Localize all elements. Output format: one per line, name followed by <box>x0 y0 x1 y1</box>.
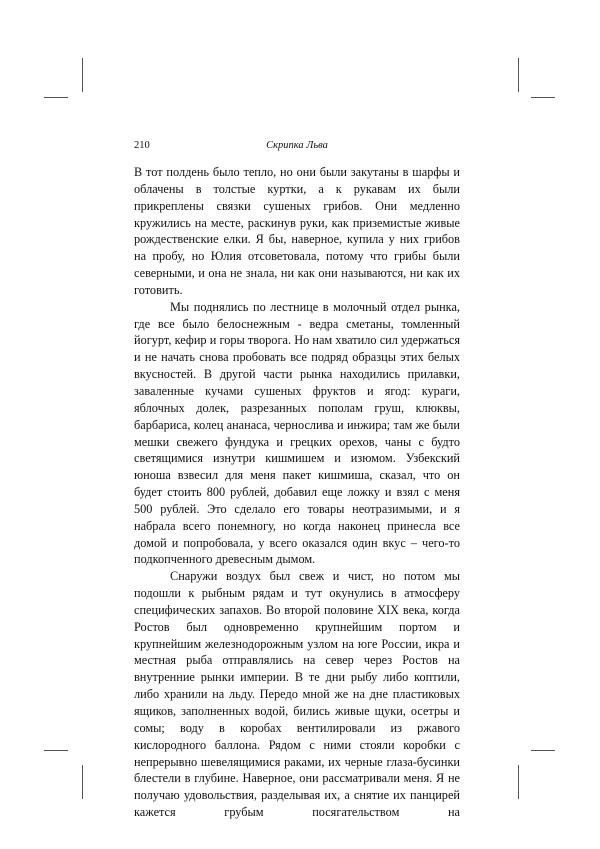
paragraph: Мы поднялись по лестнице в молочный отдел рынка, где все было белоснежным - ведра сметаны, томленный йогурт, кефир и горы творога. Но нам хватило сил удержаться и не начать снова пробовать все подряд образцы этих белых вкусностей. В другой части рынка находились прилавки, заваленные кучами сушеных фруктов и ягод: кураги, яблочных долек, разрезанных пополам груш, клюквы, барбариса, колец ананаса, чернослива и инжира; там же были мешки свежего фундука и грецких орехов, чаны с будто светящимися изнутри кишмишем и изюмом. Узбекский юноша взвесил для меня пакет кишмиша, сказал, что он будет стоить 800 рублей, добавил еще ложку и взял с меня 500 рублей. Это сделало его товары неотразимыми, и я набрала всего понемногу, но когда наконец принесла все домой и попробовала, у всего оказался один вкус – чего-то подкопченного древесным дымом. <box>134 299 460 567</box>
crop-mark-bottom-left-horizontal <box>44 750 68 751</box>
crop-mark-top-right-horizontal <box>531 97 555 98</box>
crop-mark-bottom-left-vertical <box>82 765 83 799</box>
paragraph: В тот полдень было тепло, но они были закутаны в шарфы и облачены в толстые куртки, а к рукавам их были прикреплены связки сушеных грибов. Они медленно кружились на месте, раскинув руки, как приземистые живые рождественские елки. Я бы, наверное, купила у них грибов на пробу, но Юлия отсоветовала, потому что грибы были северными, и она не знала, ни как они называются, ни как их готовить. <box>134 165 460 297</box>
crop-mark-bottom-right-horizontal <box>531 750 555 751</box>
body-text <box>134 164 460 821</box>
crop-mark-bottom-right-vertical <box>518 765 519 799</box>
crop-mark-top-left-vertical <box>82 58 83 92</box>
running-title: Скрипка Льва <box>266 140 328 151</box>
paragraph: Снаружи воздух был свеж и чист, но потом мы подошли к рыбным рядам и тут окунулись в атмосферу специфических запахов. Во второй половине XIX века, когда Ростов был одновременно крупнейшим портом и крупнейшим железнодорожным узлом на юге России, икра и местная рыба отправлялись на север через Ростов на внутренние рынки империи. В те дни рыбу либо коптили, либо хранили на льду. Передо мной же на дне пластиковых ящиков, заполненных водой, бились живые щуки, осетры и сомы; воду в коробах вентилировали из ржавого кислородного баллона. Рядом с ними стояли коробки с непрерывно шевелящимися раками, их черные глаза-бусинки блестели в глубине. Наверное, они рассматривали меня. Я не получаю удовольствия, разделывая их, а снятие их панцирей кажется грубым посягательством на <box>134 569 460 820</box>
crop-mark-top-right-vertical <box>518 58 519 92</box>
page-header <box>134 140 460 154</box>
crop-mark-top-left-horizontal <box>44 97 68 98</box>
page-number: 210 <box>134 140 150 151</box>
